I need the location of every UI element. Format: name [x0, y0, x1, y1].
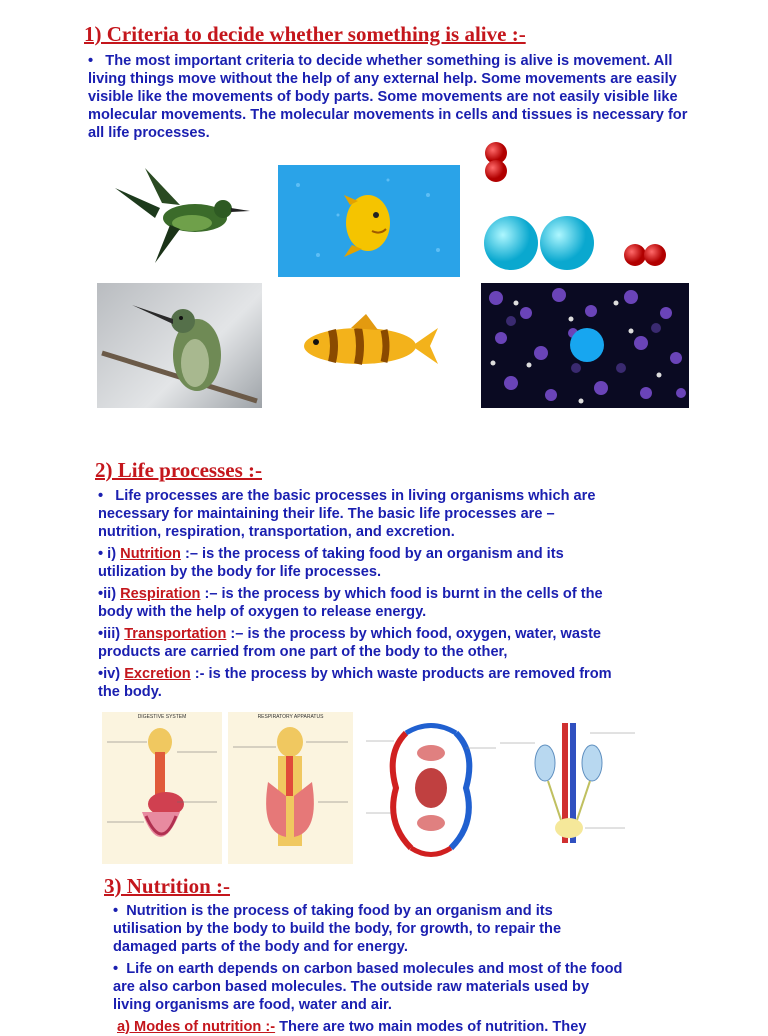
- respiratory-system-title: RESPIRATORY APPARATUS: [257, 714, 324, 720]
- bullet: •: [88, 53, 94, 69]
- molecular-movement-image: [481, 283, 689, 408]
- transportation-term: Transportation: [124, 626, 227, 642]
- section1-heading: 1) Criteria to decide whether something is alive :-: [84, 22, 526, 46]
- excretion-item: •iv) Excretion :- is the process by which waste products are removed from the body.: [98, 666, 612, 700]
- digestive-system-diagram: [102, 712, 222, 864]
- bullet: •: [98, 488, 104, 504]
- hummingbird-perched-image: [97, 283, 262, 408]
- nutrition-paragraph-1: • Nutrition is the process of taking food by an organism and its utilisation by the body to build the body, for growth, to repair the damaged parts of the body and for energy.: [113, 903, 562, 955]
- nutrition-term: Nutrition: [120, 546, 181, 562]
- section2-intro: • Life processes are the basic processes in living organisms which are necessary for maintaining their life. The basic life processes are – nutrition, respiration, transportation, and excretion.: [98, 488, 596, 540]
- respiration-term: Respiration: [120, 586, 201, 602]
- section2-heading: 2) Life processes :-: [95, 458, 262, 482]
- hummingbird-flying-image: [100, 163, 265, 273]
- section3-content: [113, 902, 623, 1036]
- modes-of-nutrition: a) Modes of nutrition :- There are two main modes of nutrition. They: [117, 1019, 587, 1035]
- section2-content: [98, 487, 618, 701]
- section1-paragraph: [88, 52, 700, 142]
- digestive-system-title: DIGESTIVE SYSTEM: [137, 714, 187, 720]
- respiration-item: •ii) Respiration :– is the process by which food is burnt in the cells of the body with the help of oxygen to release energy.: [98, 586, 603, 620]
- molecule-models-image: [478, 140, 688, 270]
- nutrition-paragraph-2: • Life on earth depends on carbon based molecules and most of the food are also carbon based molecules. The outside raw materials used by living organisms are food, water and air.: [113, 961, 623, 1013]
- circulatory-system-diagram: [366, 713, 496, 863]
- nutrition-item: • i) Nutrition :– is the process of taking food by an organism and its utilization by the body for life processes.: [98, 546, 564, 580]
- excretion-term: Excretion: [124, 666, 191, 682]
- respiratory-system-diagram: [228, 712, 353, 864]
- transportation-item: •iii) Transportation :– is the process by which food, oxygen, water, waste products are carried from one part of the body to the other,: [98, 626, 602, 660]
- striped-fish-image: [296, 310, 442, 378]
- section3-heading: 3) Nutrition :-: [104, 874, 230, 898]
- section1-text: The most important criteria to decide whether something is alive is movement. All living things move without the help of any external help. Some movements are easily visible like the movements of body parts. Some movements are not easily visible like molecular movements. The molecular movements in cells and tissues is necessary for all life processes.: [88, 53, 688, 141]
- excretory-system-diagram: [500, 713, 635, 863]
- yellow-fish-water-image: [278, 165, 460, 277]
